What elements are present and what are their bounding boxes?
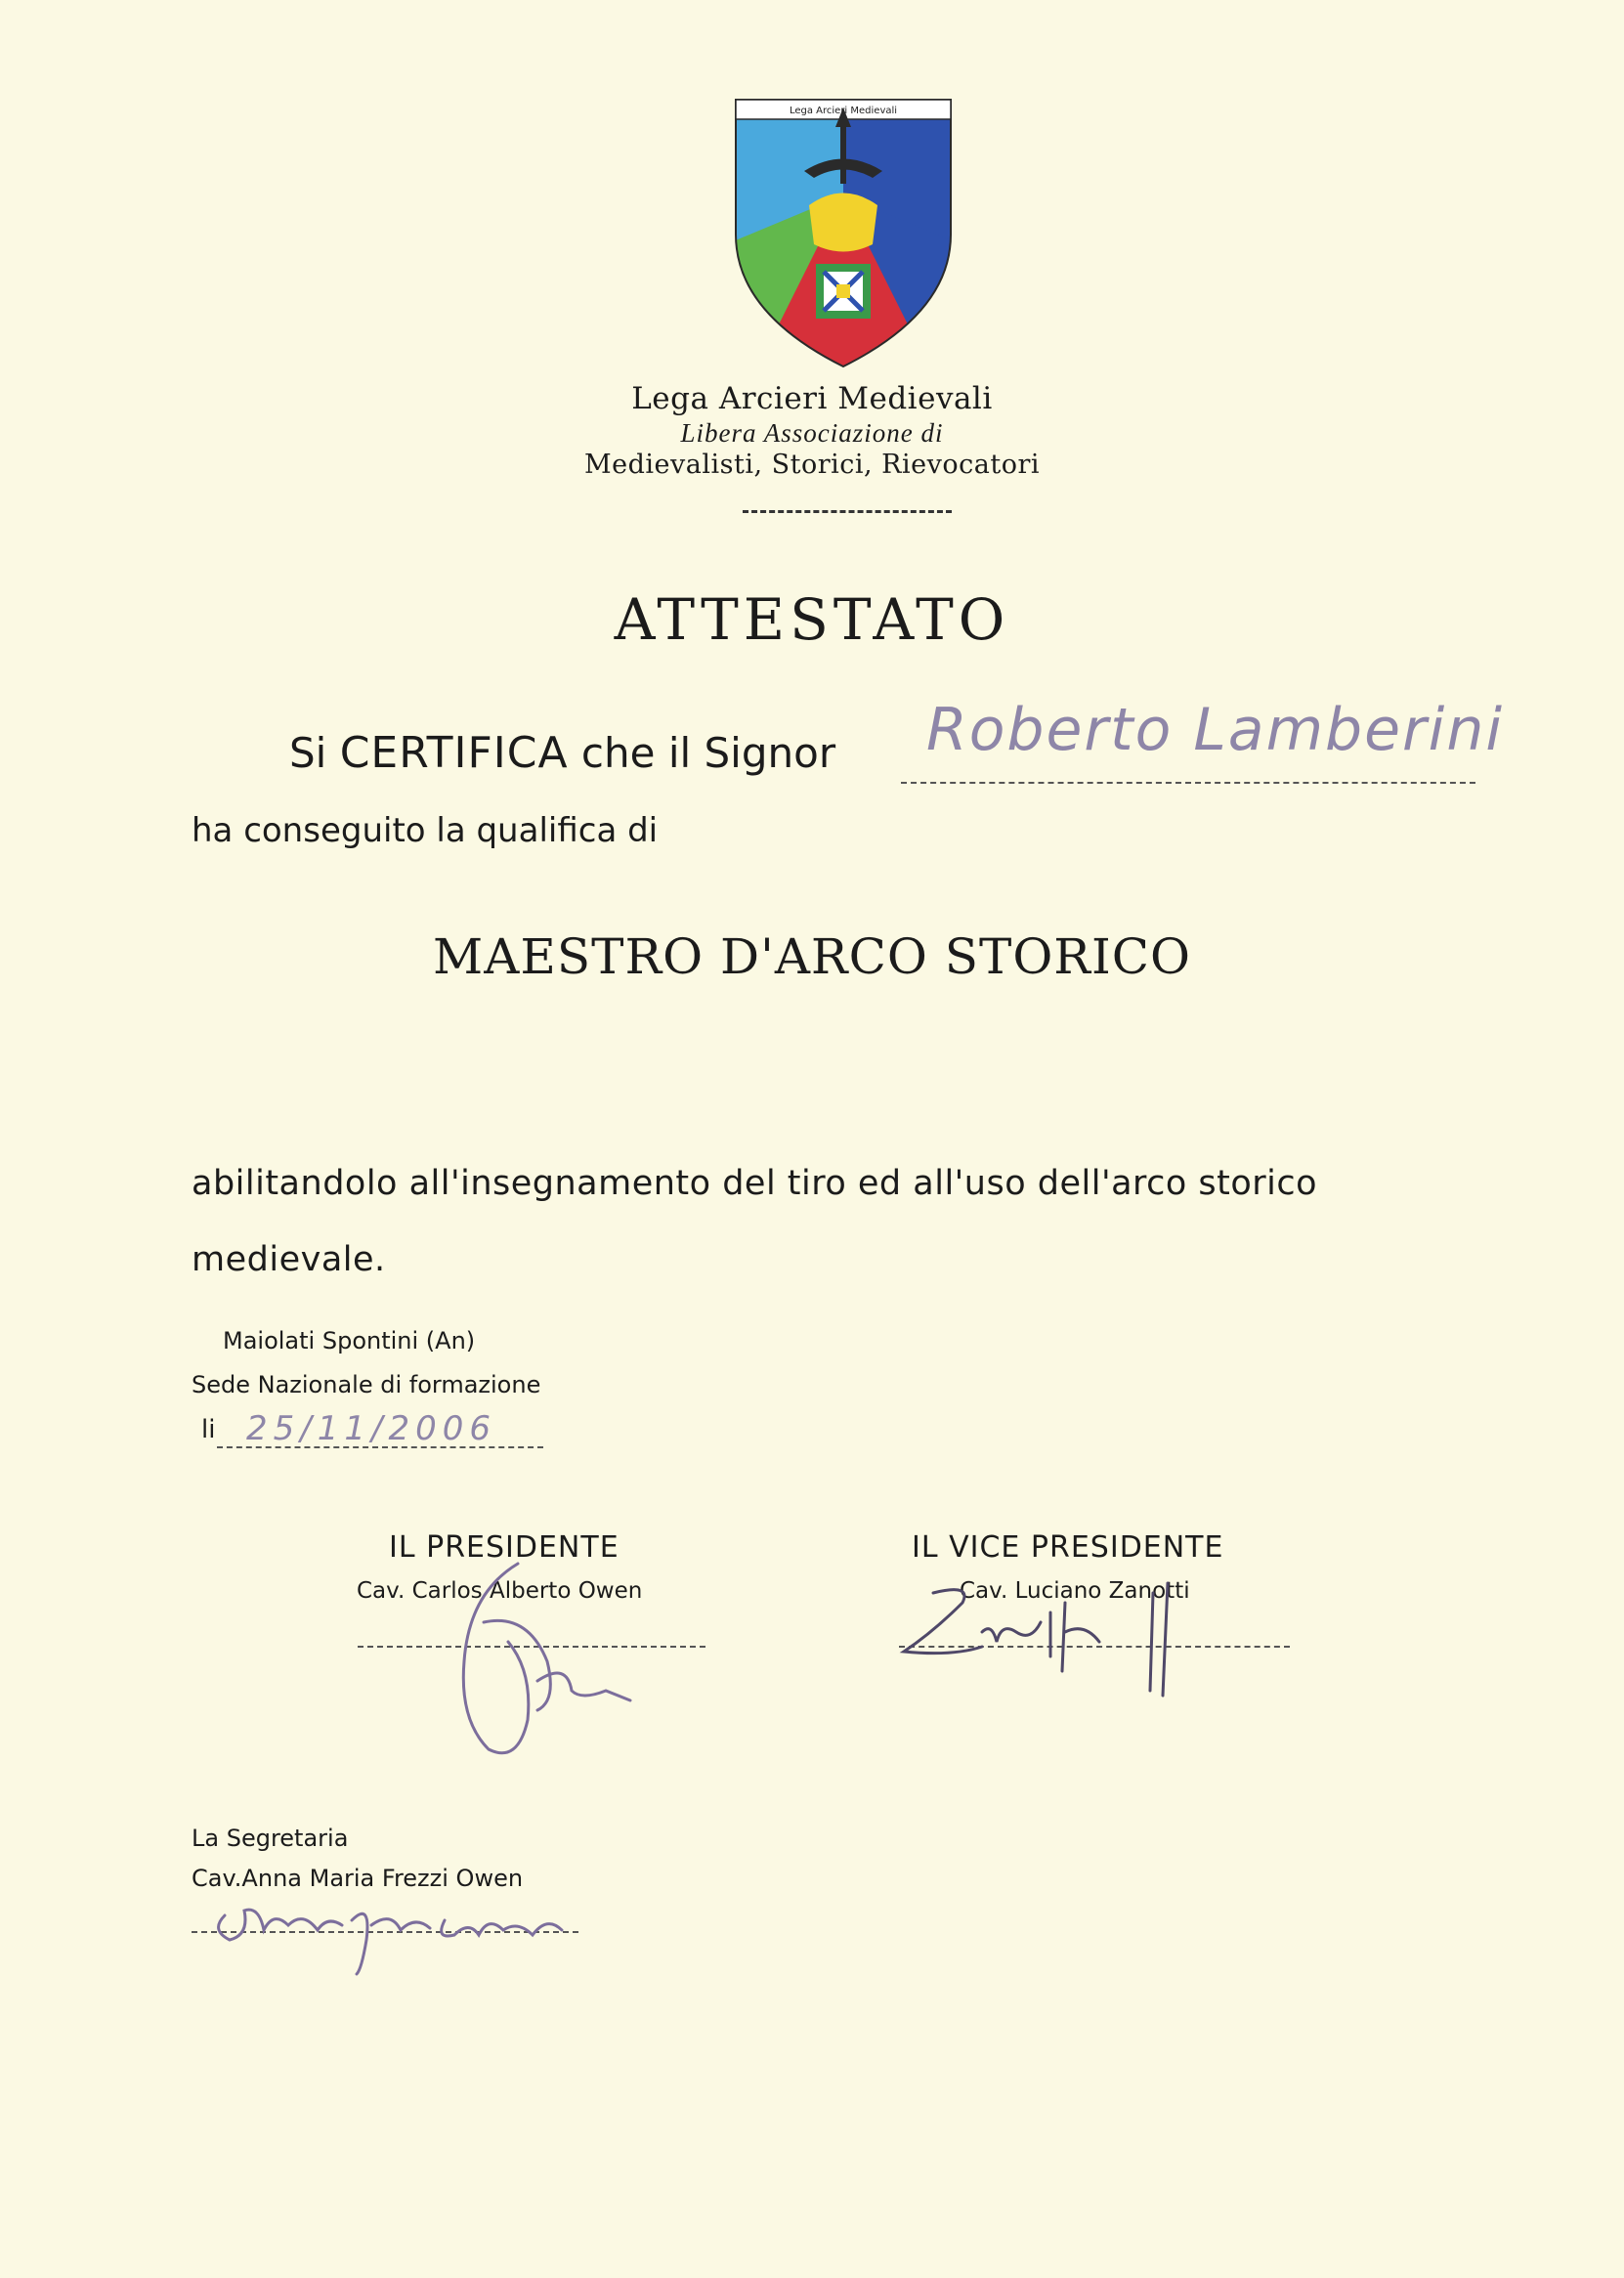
crest-banner-text: Lega Arcieri Medievali: [789, 106, 898, 116]
president-signature: [410, 1554, 635, 1769]
organization-subtitle-2: Medievalisti, Storici, Rievocatori: [583, 450, 1041, 480]
date-rule: [217, 1446, 543, 1448]
date-handwritten: 25/11/2006: [246, 1409, 496, 1448]
organization-name: Lega Arcieri Medievali: [631, 381, 993, 416]
vice-president-signature: [894, 1564, 1217, 1700]
organization-subtitle: Libera Associazione di: [680, 418, 944, 448]
place-text: Maiolati Spontini (An): [223, 1327, 476, 1354]
header-divider: [743, 510, 952, 513]
secretary-name: Cav.Anna Maria Frezzi Owen: [192, 1865, 524, 1892]
recipient-name-rule: [901, 782, 1475, 784]
secretary-signature: [205, 1881, 577, 1979]
certify-line: [289, 728, 835, 778]
vice-president-title: IL VICE PRESIDENTE: [912, 1530, 1224, 1565]
president-title: IL PRESIDENTE: [389, 1530, 620, 1565]
certify-suffix: che il Signor: [580, 729, 836, 777]
certify-prefix: Si: [289, 729, 327, 777]
qualification-title: MAESTRO D'ARCO STORICO: [433, 928, 1191, 985]
secretary-title: La Segretaria: [192, 1825, 349, 1852]
seat-text: Sede Nazionale di formazione: [192, 1371, 541, 1398]
abilitation-text: abilitandolo all'insegnamento del tiro ed all'uso dell'arco storico medievale.: [192, 1164, 1318, 1279]
vice-president-name: Cav. Luciano Zanotti: [960, 1578, 1190, 1604]
certify-word: CERTIFICA: [339, 728, 569, 778]
crest-logo-icon: [726, 88, 961, 371]
date-prefix: li: [201, 1415, 216, 1444]
certificate-title: ATTESTATO: [614, 586, 1010, 653]
recipient-name-handwritten: Roberto Lamberini: [926, 696, 1505, 764]
qualification-intro: ha conseguito la qualifica di: [192, 811, 659, 850]
president-name: Cav. Carlos Alberto Owen: [357, 1578, 643, 1604]
